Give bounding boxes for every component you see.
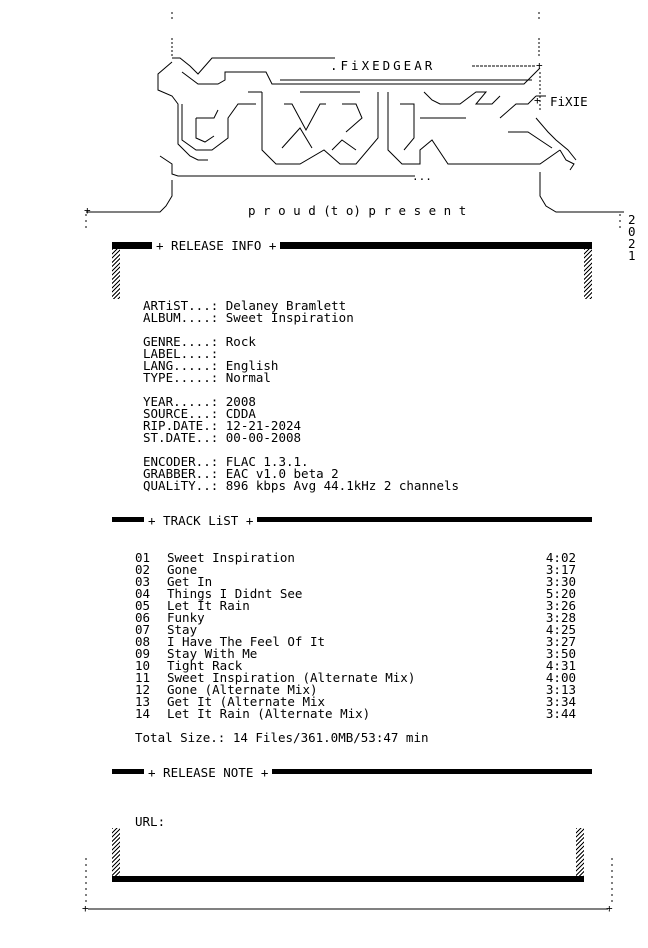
track-num: 13 xyxy=(135,694,151,709)
svg-text:+: + xyxy=(82,902,89,915)
year-row: YEAR.....: 2008 xyxy=(143,394,256,409)
track-title: Gone xyxy=(167,562,198,577)
fixedgear-ascii-logo xyxy=(0,0,648,230)
release-info-left-hatch xyxy=(112,249,120,299)
year-char: 2 xyxy=(628,236,636,251)
track-dur: 4:00 xyxy=(545,670,576,685)
track-dur: 3:26 xyxy=(545,598,576,613)
track-list-heading: + TRACK LiST + xyxy=(144,515,257,527)
track-dur: 4:31 xyxy=(545,658,576,673)
track-title: Let It Rain xyxy=(167,598,250,613)
track-num: 02 xyxy=(135,562,151,577)
year-char: 2 xyxy=(628,212,636,227)
svg-text:+: + xyxy=(536,59,543,72)
track-title: Stay xyxy=(167,622,198,637)
grabber-row: GRABBER..: EAC v1.0 beta 2 xyxy=(143,466,339,481)
year-char: 1 xyxy=(628,248,636,263)
track-row xyxy=(135,552,580,564)
track-dur: 4:25 xyxy=(545,622,576,637)
track-row xyxy=(135,708,580,720)
track-title: Sweet Inspiration (Alternate Mix) xyxy=(167,670,416,685)
track-dur: 3:28 xyxy=(545,610,576,625)
track-title: Gone (Alternate Mix) xyxy=(167,682,318,697)
track-title: Funky xyxy=(167,610,205,625)
track-dur: 5:20 xyxy=(545,586,576,601)
track-num: 04 xyxy=(135,586,151,601)
track-num: 07 xyxy=(135,622,151,637)
label-row: LABEL....: xyxy=(143,346,219,361)
genre-row: GENRE....: Rock xyxy=(143,334,256,349)
track-num: 09 xyxy=(135,646,151,661)
svg-text:...: ... xyxy=(412,170,432,183)
track-dur: 3:50 xyxy=(545,646,576,661)
track-dur: 3:30 xyxy=(545,574,576,589)
svg-text:+: + xyxy=(84,204,91,217)
st-date-row: ST.DATE..: 00-00-2008 xyxy=(143,430,302,445)
track-title: Sweet Inspiration xyxy=(167,550,295,565)
track-num: 01 xyxy=(135,550,151,565)
track-dur: 4:02 xyxy=(545,550,576,565)
release-note-heading: + RELEASE NOTE + xyxy=(144,767,272,779)
track-title: Get In xyxy=(167,574,213,589)
release-info-heading: + RELEASE INFO + xyxy=(152,240,280,252)
proud-to-present: p r o u d (t o) p r e s e n t xyxy=(248,203,467,218)
track-dur: 3:34 xyxy=(545,694,576,709)
encoder-row: ENCODER..: FLAC 1.3.1. xyxy=(143,454,309,469)
track-num: 12 xyxy=(135,682,151,697)
album-row: ALBUM....: Sweet Inspiration xyxy=(143,310,354,325)
track-title: Stay With Me xyxy=(167,646,258,661)
release-info-right-hatch xyxy=(584,249,592,299)
year-vertical xyxy=(628,214,640,262)
track-num: 14 xyxy=(135,706,151,721)
artist-row: ARTiST...: Delaney Bramlett xyxy=(143,298,347,313)
svg-text:+: + xyxy=(534,94,541,107)
track-dur: 3:13 xyxy=(545,682,576,697)
rip-date-row: RIP.DATE.: 12-21-2024 xyxy=(143,418,302,433)
track-row xyxy=(135,612,580,624)
source-row: SOURCE...: CDDA xyxy=(143,406,256,421)
track-title: Get It (Alternate Mix xyxy=(167,694,326,709)
year-char: 0 xyxy=(628,224,636,239)
quality-row: QUALiTY..: 896 kbps Avg 44.1kHz 2 channels xyxy=(143,478,460,493)
track-title: Let It Rain (Alternate Mix) xyxy=(167,706,371,721)
track-num: 11 xyxy=(135,670,151,685)
track-dur: 3:27 xyxy=(545,634,576,649)
group-name: .FiXEDGEAR xyxy=(330,58,436,73)
track-dur: 3:44 xyxy=(545,706,576,721)
url-label: URL: xyxy=(135,814,166,829)
track-num: 10 xyxy=(135,658,151,673)
bottom-frame xyxy=(0,850,648,920)
svg-text:+: + xyxy=(606,902,613,915)
track-title: I Have The Feel Of It xyxy=(167,634,326,649)
track-num: 06 xyxy=(135,610,151,625)
track-title: Tight Rack xyxy=(167,658,243,673)
track-num: 08 xyxy=(135,634,151,649)
track-num: 05 xyxy=(135,598,151,613)
lang-row: LANG.....: English xyxy=(143,358,279,373)
track-title: Things I Didnt See xyxy=(167,586,303,601)
type-row: TYPE.....: Normal xyxy=(143,370,271,385)
track-dur: 3:17 xyxy=(545,562,576,577)
group-tag: FiXIE xyxy=(550,94,588,109)
track-num: 03 xyxy=(135,574,151,589)
total-size: Total Size.: 14 Files/361.0MB/53:47 min xyxy=(135,730,429,745)
